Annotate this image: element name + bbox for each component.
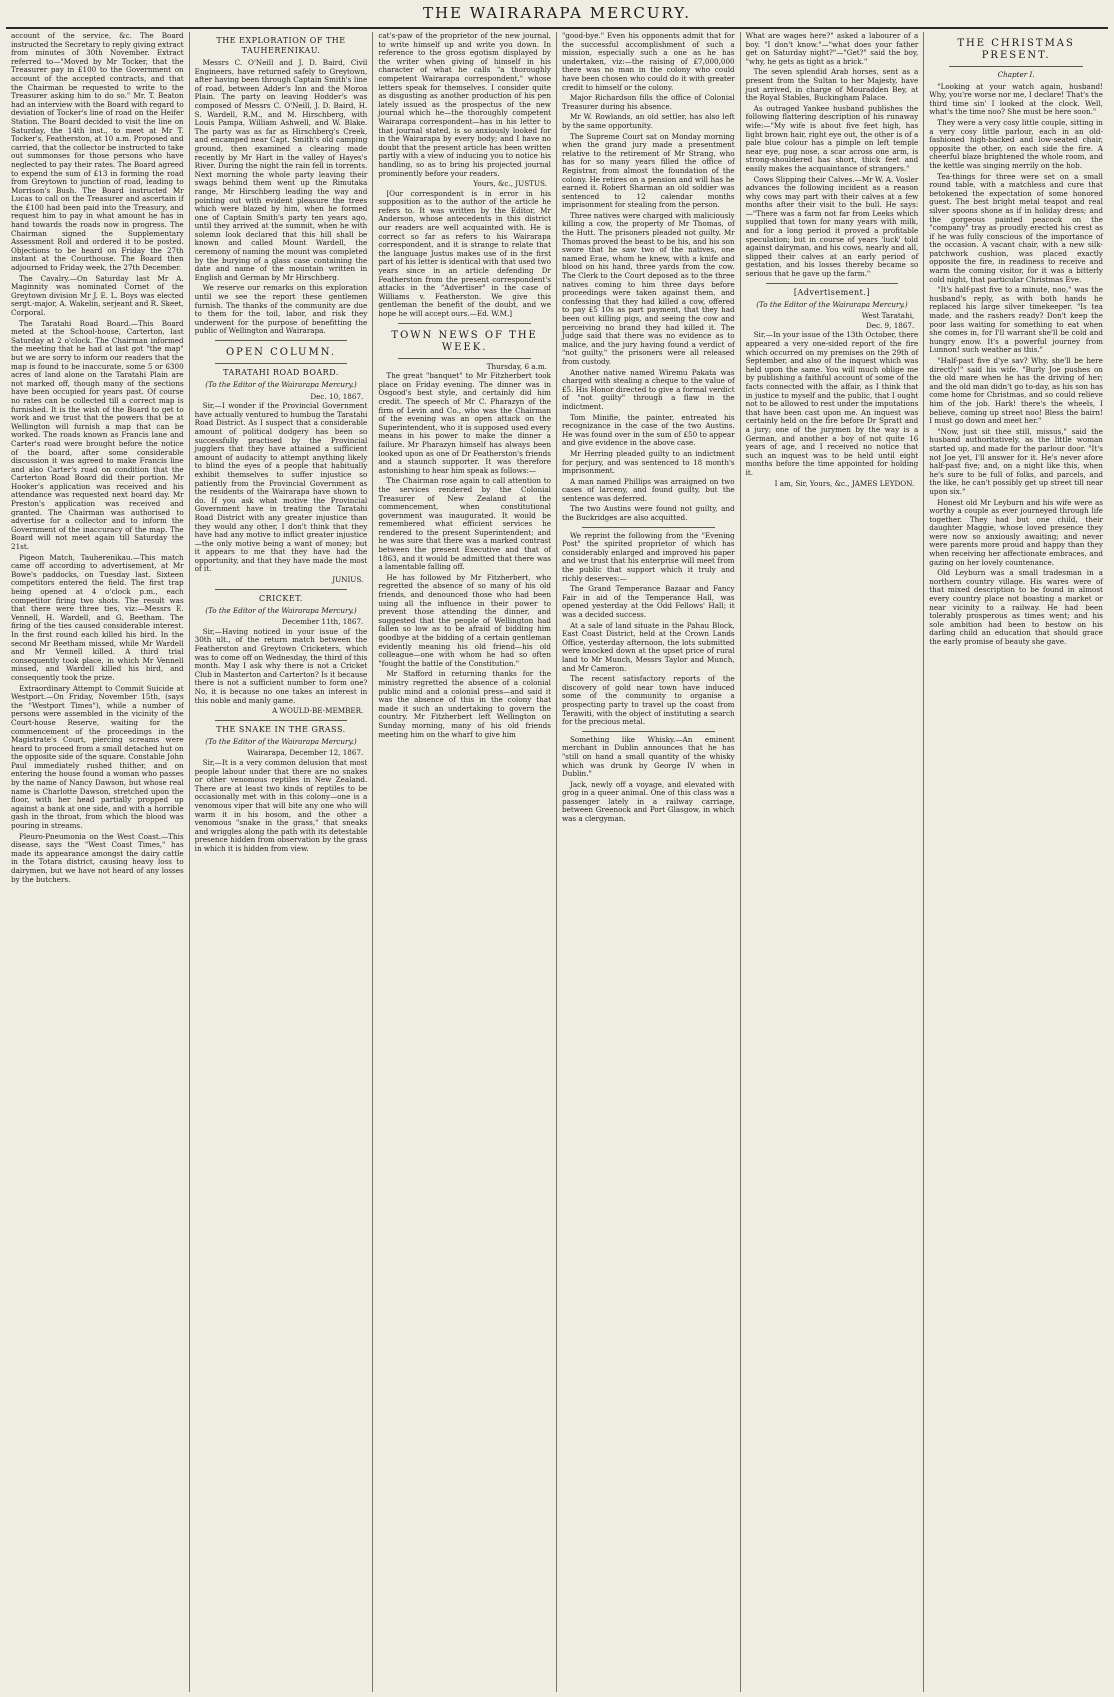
article-text: The great "banquet" to Mr Fitzherbert took place on Friday evening. The dinner was in Osgood's best style, and certainly did him credit. The speech of Mr C. Pharazyn of the firm of Levin and Co., who was the Chairman of the evening was an open attack on the Superintendent, who it is supposed used every means in his power to make the dinner a failure. Mr Pharazyn himself has always been looked upon as one of Dr Featherston's friends and a staunch supporter. It was therefore astonishing to hear him speak as follows:—: [378, 371, 551, 475]
divider: [949, 66, 1083, 67]
article-text: Mr Herring pleaded guilty to an indictment for perjury, and was sentenced to 18 month's imprisonment.: [561, 448, 735, 476]
article-text: At a sale of land situate in the Pahau Block, East Coast District, held at the Crown Lands Office, yesterday afternoon, the lots submitted were knocked down at the upset price of rural land to Mr Munch, Messrs Taylor and Munch, and Mr Cameron.: [561, 620, 735, 673]
letter-heading: THE SNAKE IN THE GRASS.: [216, 724, 346, 734]
editor-line: (To the Editor of the Wairarapa Mercury.): [205, 605, 357, 615]
story-text: Tea-things for three were set on a small round table, with a matchless and cure that betokened the expectation of some honored guest. The best bright metal teapot and real silver spoons shone as if in holiday dress; and the gorgeous painted peacock on the "company" tray as proudly erected his crest as if he was fully conscious of the importance of the occasion. A vacant chair, with a new silk-patchwork cushion, was placed exactly opposite the fire, in readiness to receive and warm the coming visitor, for it was a bitterly cold night, that particular Christmas Eve.: [929, 171, 1103, 284]
letter-heading: CRICKET.: [259, 593, 303, 603]
story-text: "Now, just sit thee still, missus," said the husband authoritatively, as the little woman started up, and made for the parlour door. "It's not Joe yet, I'll answer for it. He's never afore half-past five; and, on a night like this, when he's sure to be full of folks, and parcels, and the like, he can't possibly get up street till near upon six.": [929, 426, 1103, 496]
article-text: Mr W. Rowlands, an old settler, has also left by the same opportunity.: [561, 112, 735, 130]
section-heading: TOWN NEWS OF THE WEEK.: [391, 329, 538, 353]
divider: [582, 527, 715, 528]
news-date: Thursday, 6 a.m.: [486, 361, 547, 371]
article-text: The Supreme Court sat on Monday morning when the grand jury made a presentment relative to the retirement of Mr Strang, who has for so many years filled the office of Registrar, from almost the foundation of the colony. He retires on a pension and will has he earned it. Robert Sharman an old soldier was sentenced to 12 calendar months imprisonment for stealing from the person.: [561, 131, 735, 210]
story-text: Honest old Mr Leyburn and his wife were as worthy a couple as ever journeyed through life together. They had but one child, their daughter Maggie, whose loved presence they were now so anxiously awaiting; and never were parents more proud and happy than they when receiving her affectionate embraces, and gazing on her lovely countenance.: [929, 497, 1103, 567]
article-text: Pigeon Match, Tauherenikau.—This match came off according to advertisement, at Mr Bowe's paddocks, on Tuesday last. Sixteen competitors entered the field. The first trap being opened at 4 o'clock p.m., each competitor firing two shots. The result was that there were three ties, viz:—Messrs E. Vennell, H. Wardell, and G. Beetham. The firing of the ties caused considerable interest. In the first round each killed his bird. In the second Mr Beetham missed, while Mr Wardell and Mr Vennell killed. A third trial consequently took place, in which Mr Vennell missed, and Wardell killed his bird, and consequently took the prize.: [11, 552, 184, 682]
column-4: [557, 32, 741, 1692]
story-text: "Half-past five d'ye sav? Why, she'll be here directly!" said his wife. "Burly Joe pushes on the old mare when he has the driving of her; and the old man didn't go to-day, as his son has come home for Christmas, and so could relieve him of the job. Hark! there's the wheels, I believe, coming up street noo! Bless the bairn! I must go down and meet her.": [929, 356, 1103, 426]
article-text: As outraged Yankee husband publishes the following flattering description of his runaway wife:—"My wife is about five feet high, has light brown hair, right eye out, the other is of a pale blue colour has a pimple on left temple near eye, pug nose, a scar across one arm, is strong-shouldered has short, thick feet and easily makes the acquaintance of strangers.": [745, 103, 919, 173]
divider: [582, 731, 715, 732]
column-5: [741, 32, 925, 1692]
article-text: The Chairman rose again to call attention to the services rendered by the Colonial Treasurer of New Zealand at the commencement, when constitutional government was inaugurated. It would be remembered what efficient services he rendered to the present Superintendent; and he was sure that there was a marked contrast between the present Executive and that of 1863, and it would be admitted that there was a lamentable falling off.: [378, 476, 551, 572]
article-text: Sir,—It is a very common delusion that most people labour under that there are no snakes or other venomous reptiles in New Zealand. There are at least two kinds of reptiles to be occasionally met with in this colony—one is a venomous viper that will bite any one who will warm it in his bosom, and the other a venomous "snake in the grass," that sneaks and wriggles along the path with its detestable presence hidden from observation by the grass in which it is hidden from view.: [194, 757, 368, 853]
article-text: Mr Stafford in returning thanks for the ministry regretted the absence of a colonial public mind and a colonial press—and said it was the absence of this in the colony that made it such an undertaking to govern the country. Mr Fitzherbert left Wellington on Sunday morning, many of his old friends meeting him on the wharf to give him: [378, 669, 551, 739]
divider: [398, 358, 531, 359]
letter-signature: JUNIUS.: [332, 575, 364, 585]
column-2: [190, 32, 374, 1692]
article-text: What are wages here?" asked a labourer of a boy. "I don't know."—"what does your father get on Saturday night?"—"Get?" said the boy, "why, he gets as tight as a brick.": [745, 32, 919, 66]
letter-date: Wairarapa, December 12, 1867.: [247, 748, 364, 758]
letter-date: Dec. 10, 1867.: [310, 391, 364, 401]
article-text: The Cavalry.—On Saturday last Mr A. Maginnity was nominated Cornet of the Greytown division Mr J. E. L. Boys was elected sergt.-major, A. Wakelin, serjeant and R. Skeet, Corporal.: [11, 273, 184, 317]
story-title: THE CHRISTMAS PRESENT.: [957, 38, 1075, 61]
article-text: [Our correspondent is in error in his supposition as to the author of the article he refers to. It was written by the Editor, Mr Anderson, whose antecedents in this district our readers are well acquainted with. He is correct so far as refers to his Wairarapa correspondent, and it is strange to relate that the language Justus makes use of in the first part of his letter is identical with that used two years since in an article defending Dr Featherston from the present correspondent's attacks in the "Advertiser" in the case of Williams v. Featherston. We give this gentleman the benefit of the doubt, and we hope he will accept ours.—Ed. W.M.]: [378, 188, 551, 318]
masthead-title: THE WAIRARAPA MERCURY.: [422, 4, 692, 22]
column-1: [6, 32, 190, 1692]
article-text: Sir,—In your issue of the 13th October, there appeared a very one-sided report of the fire which occurred on my premises on the 29th of September, and also of the inquest which was held upon the same. You will much oblige me by publishing a faithful account of some of the facts connected with the affair, as I think that in justice to myself and the public, that I ought not to be allowed to rest under the imputations that have been cast upon me. An inquest was certainly held on the fire before Dr Spratt and a jury; one of the jurymen by the way is a German, and another a boy of not quite 16 years of age, and I received no notice that such an inquest was to be held until eight months before the time appointed for holding it.: [745, 330, 919, 477]
article-text: cat's-paw of the proprietor of the new journal, to write himself up and write you down. In reference to the gross egotism displayed by the writer when giving of himself in his character of what he calls "a thoroughly competent Wairarapa correspondent," whose letters speak for themselves. I consider quite as disgusting as another production of his pen lately issued as the prospectus of the new journal which he—the thoroughly competent Wairarapa correspondent—has in his letter to that journal stated, is so anxiously looked for in the Wairarapa by every body; and I have no doubt that the present article has been written partly with a view of inducing you to notice his handling, so as to bring his projected journal prominently before your readers.: [378, 32, 551, 178]
divider: [215, 720, 348, 721]
article-text: A man named Phillips was arraigned on two cases of larceny, and found guilty, but the sentence was deferred.: [561, 476, 735, 503]
story-text: "Looking at your watch again, husband! Why, you're worse nor me, I declare! That's the third time sin' I looked at the clock. Well, what's the time noo? She must be here soon.": [929, 81, 1103, 117]
article-text: We reserve our remarks on this exploration until we see the report these gentlemen furnish. The thanks of the community are due to them for the toil, labor, and risk they underwent for the purpose of benefitting the public of Wellington and Wairarapa.: [194, 283, 368, 336]
article-text: The Grand Temperance Bazaar and Fancy Fair in aid of the Temperance Hall, was opened yesterday at the Odd Fellows' Hall; it was a decided success.: [561, 584, 735, 619]
article-text: Something like Whisky.—An eminent merchant in Dublin announces that he has "still on hand a small quantity of the whisky which was drunk by George IV when in Dublin.": [561, 734, 735, 779]
column-3: [373, 32, 557, 1692]
editor-line: (To the Editor of the Wairarapa Mercury.): [205, 380, 357, 389]
story-text: "It's half-past five to a minute, noo," was the husband's reply, as with both hands he replaced his large silver timekeeper. "Is tea made, and the rashers ready? Don't keep the poor lass waiting for something to eat when she comes in, for I'll warrant she'll be cold and hungry enow. It's a powerful journey from Lunnon! such weather as this.": [929, 285, 1103, 355]
advertisement-label: [Advertisement.]: [793, 287, 870, 297]
column-6: [924, 32, 1108, 1692]
letter-signature: Yours, &c., JUSTUS.: [473, 179, 547, 189]
article-text: The Taratahi Road Board.—This Board meted at the School-house, Carterton, last Saturday at 2 o'clock. The Chairman informed the meeting that he had at last got "the map" but we are sorry to inform our readers that the map is found to be inaccurate, some 5 or 6300 acres of land alone on the Taratahi Plain are not marked off, though many of the sections have been occupied for years past. Of course no rates can be collected till a correct map is furnished. It is the wish of the Board to get to work and we trust that the powers that be at Wellington will furnish a map that can be worked. The roads known as Francis lane and Carter's road were brought before the notice of the board, after some considerable discussion it was agreed to make Francis line and also Carter's road on condition that the Carterton Road Board did their portion. Mr Hooker's application was received and his attendance was requested next board day. Mr Preston's application was received and granted. The Chairman was authorised to advertise for a collector and to inform the Government of the inaccuracy of the map. The Board will not meet again till Saturday the 21st.: [11, 318, 184, 552]
article-text: Three natives were charged with maliciously killing a cow, the property of Mr Thomas, of the Hutt. The prisoners pleaded not guilty. Mr Thomas proved the beast to be his, and his son swore that he saw two of the natives, one named Erae, whom he knew, with a knife and blood on his hand, three yards from the cow. The Clerk to the Court deposed as to the three natives coming to him three days before proceedings were taken against them, and confessing that they had killed a cow, offered to pay £5 10s as part payment, that they had been out killing pigs, and seeing the cow and perceiving no brand they had killed it. The Judge said that there was no evidence as to malice, and the jury having found a verdict of "not guilty," the prisoners were all released from custody.: [561, 210, 735, 366]
article-text: Tom Minifie, the painter, entreated his recognizance in the case of the two Austins. He was found over in the sum of £50 to appear and give evidence in the above case.: [561, 412, 735, 448]
article-text: Messrs C. O'Neill and J. D. Baird, Civil Engineers, have returned safely to Greytown, after having been through Captain Smith's line of road, between Adder's Inn and the Moroa Plain. The party on leaving Hodder's was composed of Messrs C. O'Neill, J. D. Baird, H. S. Wardell, R.M., and M. Hirschberg, with Louis Pampa, William Ashwell, and W. Blake. The party was as far as Hirschberg's Creek, and encamped near Capt. Smith's old camping ground, then examined a clearing made recently by Mr Hart in the valley of Hayes's River. During the night the rain fell in torrents. Next morning the whole party leaving their swags behind them went up the Rimutaka range, Mr Hirschberg leading the way and pointing out with evident pleasure the trees which were blazed by him, when he formed one of Captain Smith's party ten years ago, until they arrived at the summit, when he with solemn look declared that this hill shall be known and called Mount Wardell, the ceremony of naming the mount was completed by the burying of a glass case containing the date and name of the mountain written in English and German by Mr Hirschberg.: [194, 58, 368, 282]
article-text: Pleuro-Pneumonia on the West Coast.—This disease, says the "West Coast Times," has made its appearance amongst the dairy cattle in the Totara district, causing heavy loss to dairymen, but we have not heard of any losses by the butchers.: [11, 831, 184, 884]
article-text: He has followed by Mr Fitzherbert, who regretted the absence of so many of his old friends, and denounced those who had been using all the influence in their power to prevent those attending the dinner, and suggested that the people of Wellington had fallen so low as to be afraid of bidding him goodbye at the bidding of a certain gentleman evidently meaning his old friend—his old colleague—one with whom he had so often "fought the battle of the Constitution.": [378, 572, 551, 668]
divider: [215, 589, 348, 590]
letter-signature: A WOULD-BE-MEMBER.: [272, 706, 364, 716]
article-text: The recent satisfactory reports of the discovery of gold near town have induced some of the community to organise a prospecting party to travel up the coast from Terawiti, with the object of instituting a search for the precious metal.: [561, 674, 735, 727]
letter-date: December 11th, 1867.: [281, 617, 364, 627]
letter-place: West Taratahi,: [861, 311, 915, 321]
article-text: Sir,—I wonder if the Provincial Government have actually ventured to humbug the Taratahi Road District. As I suspect that a considerable amount of political dodgery has been so successfully practised by the Provincial jugglers that they have attained a sufficient amount of audacity to attempt anything likely to blind the eyes of a people that habitually exhibit themselves to suffer injustice so patiently from the Provincial Government as the residents of the Wairarapa have shown to do. If you ask what motive the Provincial Government have in treating the Taratahi Road District with any greater injustice than they would any other, I don't think that they have had any motive to inflict greater injustice—the only motive being a want of money; but it appears to me that they have had the opportunity, and that they have made the most of it.: [194, 401, 368, 574]
story-text: They were a very cosy little couple, sitting in a very cosy little parlour, each in an old-fashioned high-backed and low-seated chair, opposite the other, on each side the fire. A cheerful blaze brightened the whole room, and the kettle was singing merrily on the hob.: [929, 117, 1103, 170]
article-text: account of the service, &c. The Board instructed the Secretary to reply giving extract from minutes of 30th November. Extract referred to—"Moved by Mr Tocker, that the Treasurer pay in £100 to the Government on account of the accepted contracts, and that the Chairman be requested to write to the Treasurer asking him to do so." Mr. T. Beaton had an interview with the Board with regard to deviation of Tocker's line of road on the Heifer Station. The Board decided to visit the line on Saturday, the 14th inst., to meet at Mr T. Tocker's, Featherston, at 10 a.m. Proposed and carried, that the collector be instructed to take out summonses for those persons who have neglected to pay their rates. The Board agreed to expend the sum of £13 in forming the road from Greytown to junction of road, leading to Morrison's Bush. The Board instructed Mr Lucas to call on the Treasurer and ascertain if the £100 had been paid into the Treasury, and request him to pay in what amount he has in hand towards the roads now in progress. The Chairman signed the Supplementary Assessment Roll and ordered it to be posted. Objections to be heard on Friday the 27th instant at the Courthouse. The Board then adjourned to Friday week, the 27th December.: [11, 32, 184, 273]
masthead-rule: [6, 27, 1108, 29]
article-text: We reprint the following from the "Evening Post" the spirited proprietor of which has considerably enlarged and improved his paper and we trust that his enterprise will meet from the public that support which it truly and richly deserves:—: [561, 530, 735, 583]
article-text: Cows Slipping their Calves.—Mr W. A. Vosler advances the following incident as a reason why cows may part with their calves at a few months after their visit to the bull. He says:—"There was a farm not far from Leeks which supplied that town for many years with milk, and for a long period it proved a profitable speculation; but in course of years 'luck' told against dairyman, and his cows, nearly and all, slipped their calves at an early period of gestation, and his losses thereby became so serious that he gave up the farm.": [745, 174, 919, 279]
chapter-label: Chapter I.: [997, 70, 1035, 79]
article-text: The seven splendid Arab horses, sent as a present from the Sultan to her Majesty, have just arrived, in charge of Mouradden Bey, at the Royal Stables, Buckingham Palace.: [745, 67, 919, 103]
divider: [215, 363, 348, 364]
story-text: Old Leyburn was a small tradesman in a northern country village. His wares were of that mixed description to be found in almost every country place not boasting a market or near vicinity to a railway. He had been tolerably prosperous as times went; and his sole ambition had been to bestow on his darling child an education that should grace the early promise of beauty she gave.: [929, 568, 1103, 646]
article-text: Extraordinary Attempt to Commit Suicide at Westport.—On Friday, November 15th, (says the "Westport Times"), while a number of persons were assembled in the vicinity of the Court-house Reserve, waiting for the commencement of the proceedings in the Magistrate's Court, piercing screams were heard to proceed from a small detached hut on the opposite side of the square. Constable John Paul immediately rushed thither, and on entering the house found a woman who passes by the name of Nancy Dawson, but whose real name is Charlotte Dawson, stretched upon the floor, with her head partially propped up against a bank at one side, and with a horrible gash in the throat, from which the blood was pouring in streams.: [11, 683, 184, 831]
divider: [766, 283, 899, 284]
article-text: Another native named Wiremu Pakata was charged with stealing a cheque to the value of £5. His Honor directed to give a formal verdict of "not guilty" through a flaw in the indictment.: [561, 367, 735, 411]
letter-signature: I am, Sir, Yours, &c., JAMES LEYDON.: [774, 478, 915, 488]
editor-line: (To the Editor of the Wairarapa Mercury.): [756, 299, 908, 309]
divider: [398, 323, 531, 324]
article-text: Major Richardson fills the office of Colonial Treasurer during his absence.: [561, 93, 735, 111]
divider: [215, 340, 348, 341]
editor-line: (To the Editor of the Wairarapa Mercury.): [205, 736, 357, 746]
article-text: Jack, newly off a voyage, and elevated with grog in a queer animal. One of this class was a passenger lately in a railway carriage, between Greenock and Port Glasgow, in which was a clergyman.: [561, 779, 735, 824]
article-text: The two Austins were found not guilty, and the Buckridges are also acquitted.: [561, 504, 735, 523]
article-text: "good-bye." Even his opponents admit that for the successful accomplishment of such a mission, especially such a one as he has undertaken, viz:—the raising of £7,000,000 there was no man in the colony who could have been chosen who could do it with greater credit to himself or the colony.: [561, 32, 735, 92]
article-text: Sir,—Having noticed in your issue of the 30th ult., of the return match between the Featherston and Greytown Cricketers, which was to come off on Wednesday, the third of this month. May I ask why there is not a Cricket Club in Masterton and Carterton? Is it because there is not a sufficient number to form one? No, it is because no one takes an interest in this noble and manly game.: [194, 626, 368, 705]
article-heading: THE EXPLORATION OF THE TAUHERENIKAU.: [216, 36, 346, 55]
letter-date: Dec. 9, 1867.: [865, 320, 915, 330]
section-heading: OPEN COLUMN.: [225, 347, 337, 358]
letter-heading: TARATAHI ROAD BOARD.: [223, 368, 339, 377]
columns: [6, 32, 1108, 1692]
